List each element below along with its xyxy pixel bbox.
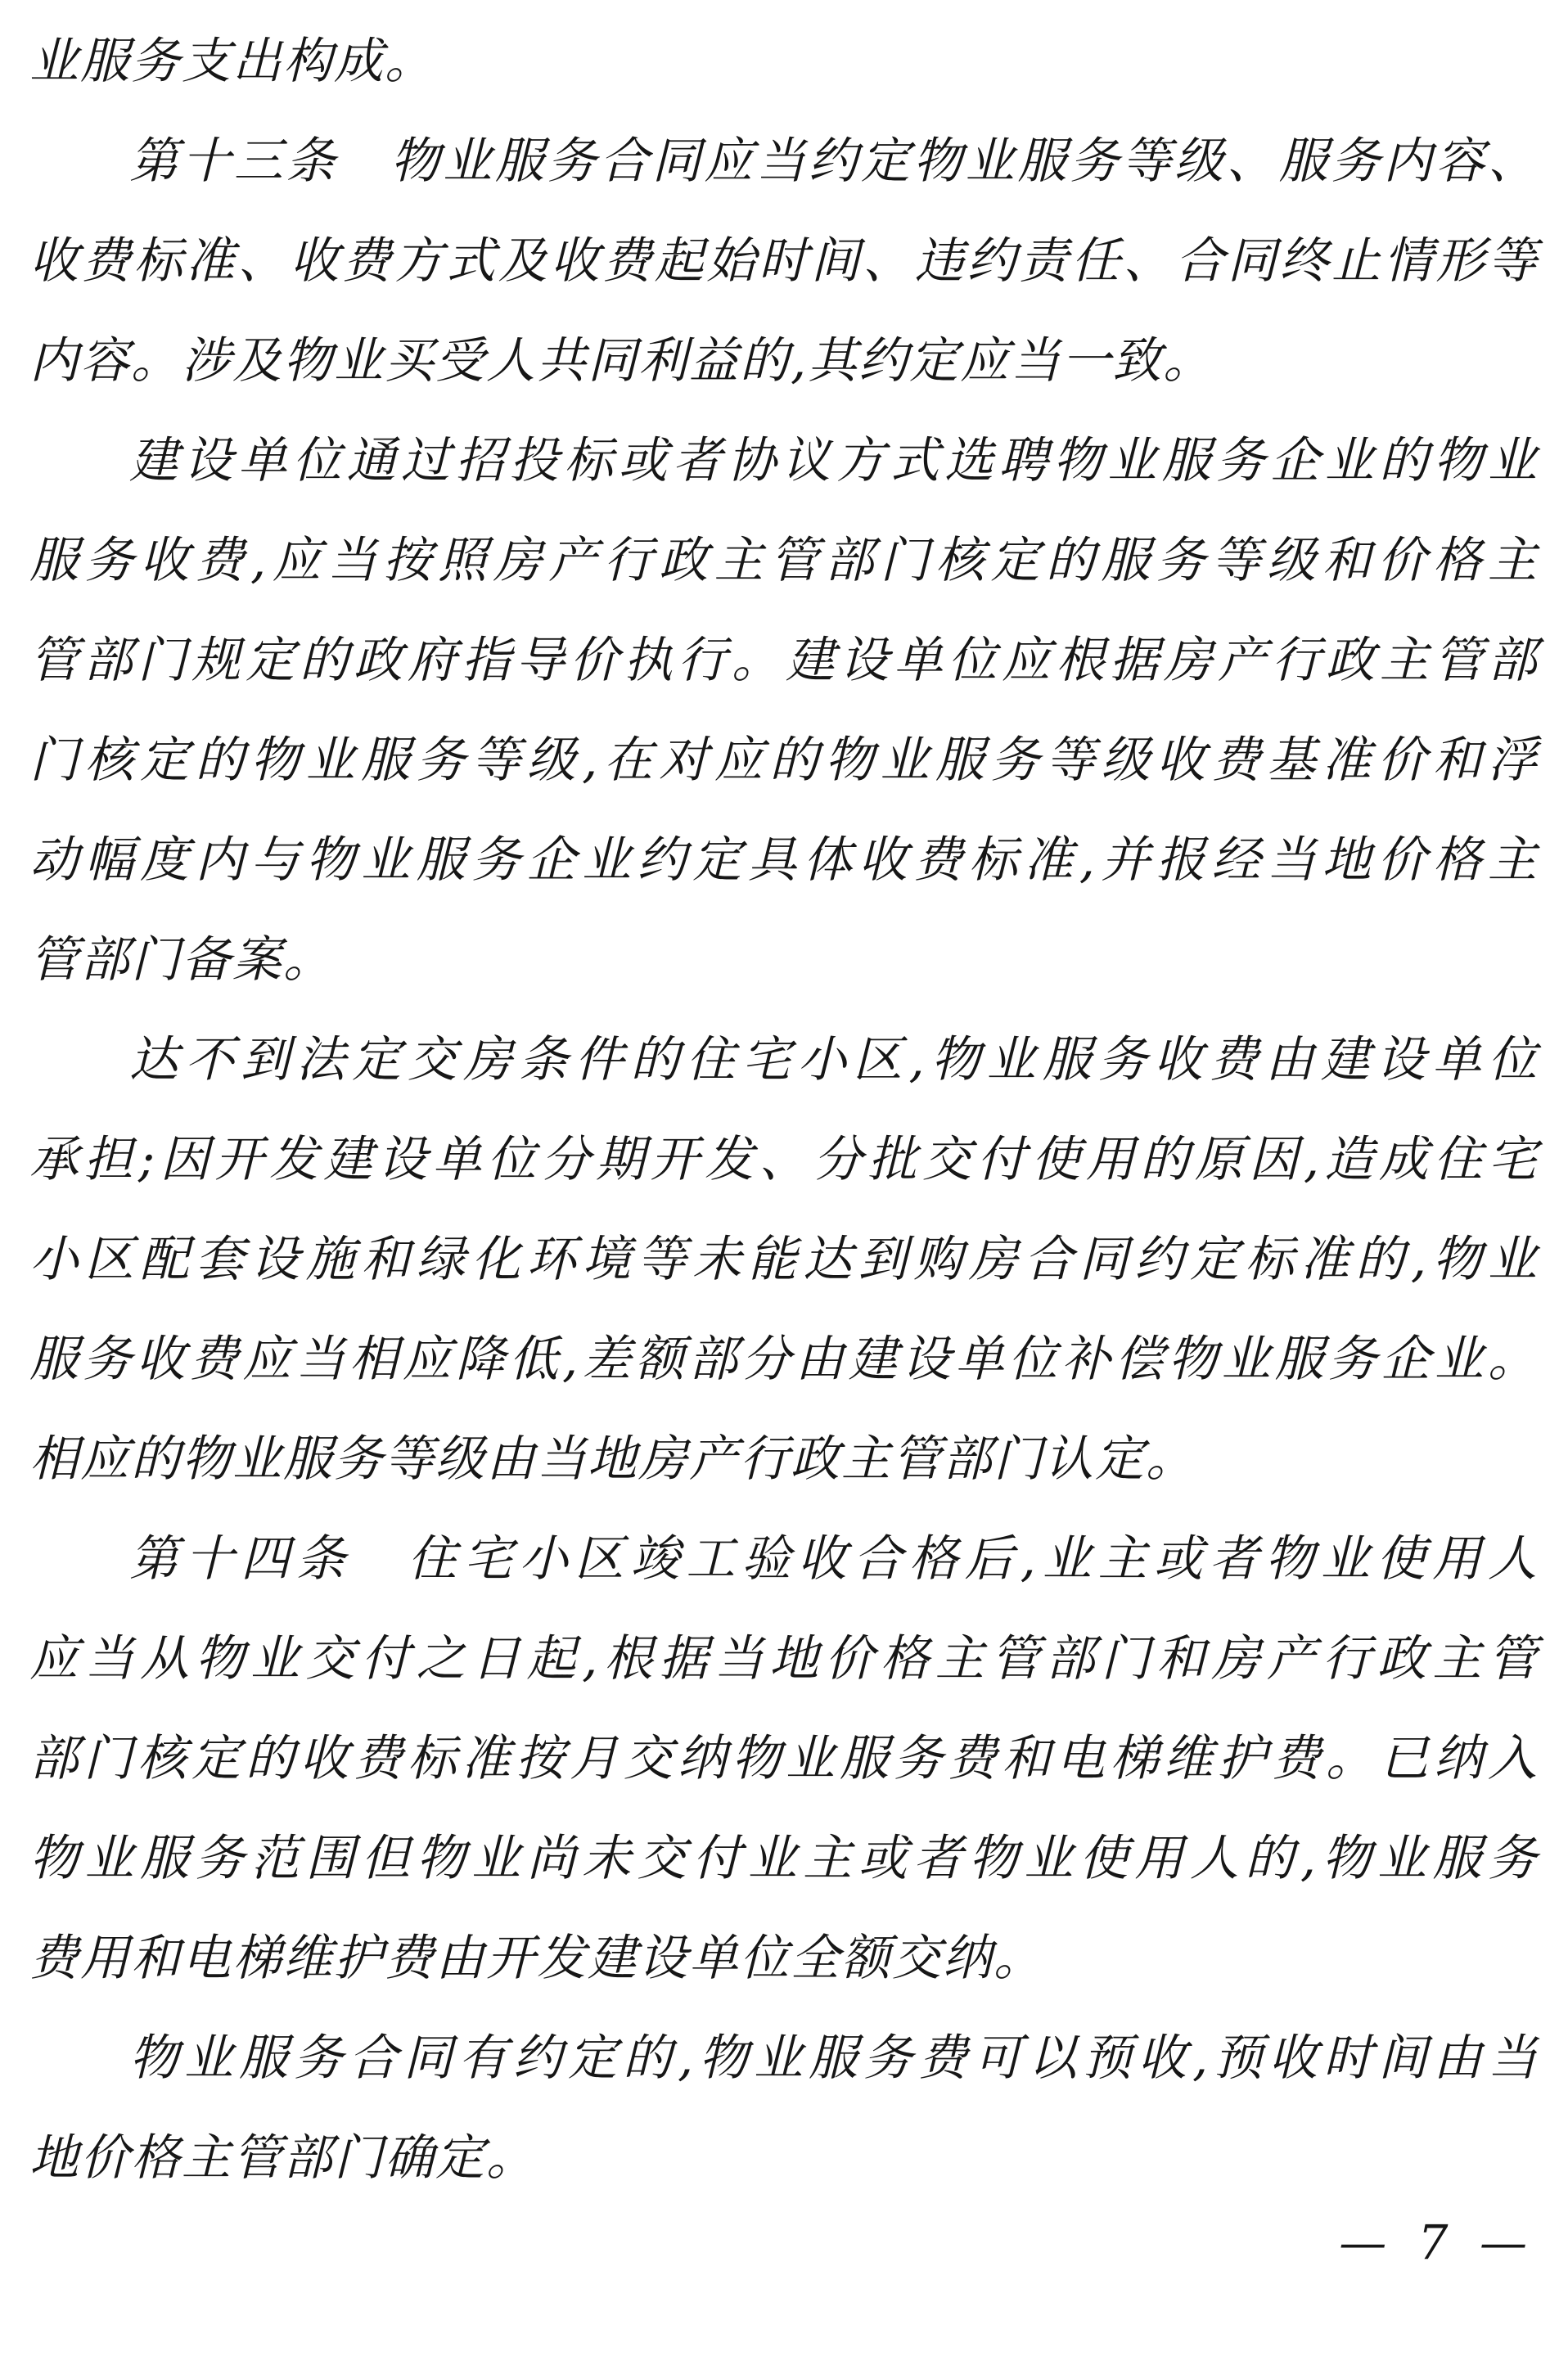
text-line: 服务收费应当相应降低,差额部分由建设单位补偿物业服务企业。 <box>29 1331 1539 1388</box>
text-line: 收费标准、收费方式及收费起始时间、违约责任、合同终止情形等 <box>29 232 1539 290</box>
document-body <box>29 11 1539 2208</box>
text-line: 第十四条 住宅小区竣工验收合格后,业主或者物业使用人 <box>129 1530 1539 1588</box>
text-line: 建设单位通过招投标或者协议方式选聘物业服务企业的物业 <box>129 432 1539 489</box>
text-line: 管部门规定的政府指导价执行。建设单位应根据房产行政主管部 <box>29 632 1539 689</box>
page-number: — 7 — <box>1339 2215 1535 2270</box>
text-line: 地价格主管部门确定。 <box>29 2129 537 2187</box>
text-line: 物业服务范围但物业尚未交付业主或者物业使用人的,物业服务 <box>29 1830 1539 1887</box>
text-line: 内容。涉及物业买受人共同利益的,其约定应当一致。 <box>29 332 1214 390</box>
text-line: 动幅度内与物业服务企业约定具体收费标准,并报经当地价格主 <box>29 831 1539 889</box>
text-line: 应当从物业交付之日起,根据当地价格主管部门和房产行政主管 <box>29 1630 1539 1687</box>
text-line: 门核定的物业服务等级,在对应的物业服务等级收费基准价和浮 <box>29 732 1539 789</box>
text-line: 服务收费,应当按照房产行政主管部门核定的服务等级和价格主 <box>29 532 1539 589</box>
text-line: 费用和电梯维护费由开发建设单位全额交纳。 <box>29 1930 1044 1987</box>
text-line: 达不到法定交房条件的住宅小区,物业服务收费由建设单位 <box>129 1031 1539 1088</box>
text-line: 承担;因开发建设单位分期开发、分批交付使用的原因,造成住宅 <box>29 1131 1539 1188</box>
text-line: 相应的物业服务等级由当地房产行政主管部门认定。 <box>29 1431 1196 1488</box>
text-line: 管部门备案。 <box>29 931 334 989</box>
text-line: 部门核定的收费标准按月交纳物业服务费和电梯维护费。已纳入 <box>29 1730 1539 1787</box>
text-line: 小区配套设施和绿化环境等未能达到购房合同约定标准的,物业 <box>29 1231 1539 1288</box>
text-line: 第十三条 物业服务合同应当约定物业服务等级、服务内容、 <box>129 133 1539 190</box>
text-line: 物业服务合同有约定的,物业服务费可以预收,预收时间由当 <box>129 2030 1539 2087</box>
text-line: 业服务支出构成。 <box>29 33 435 90</box>
